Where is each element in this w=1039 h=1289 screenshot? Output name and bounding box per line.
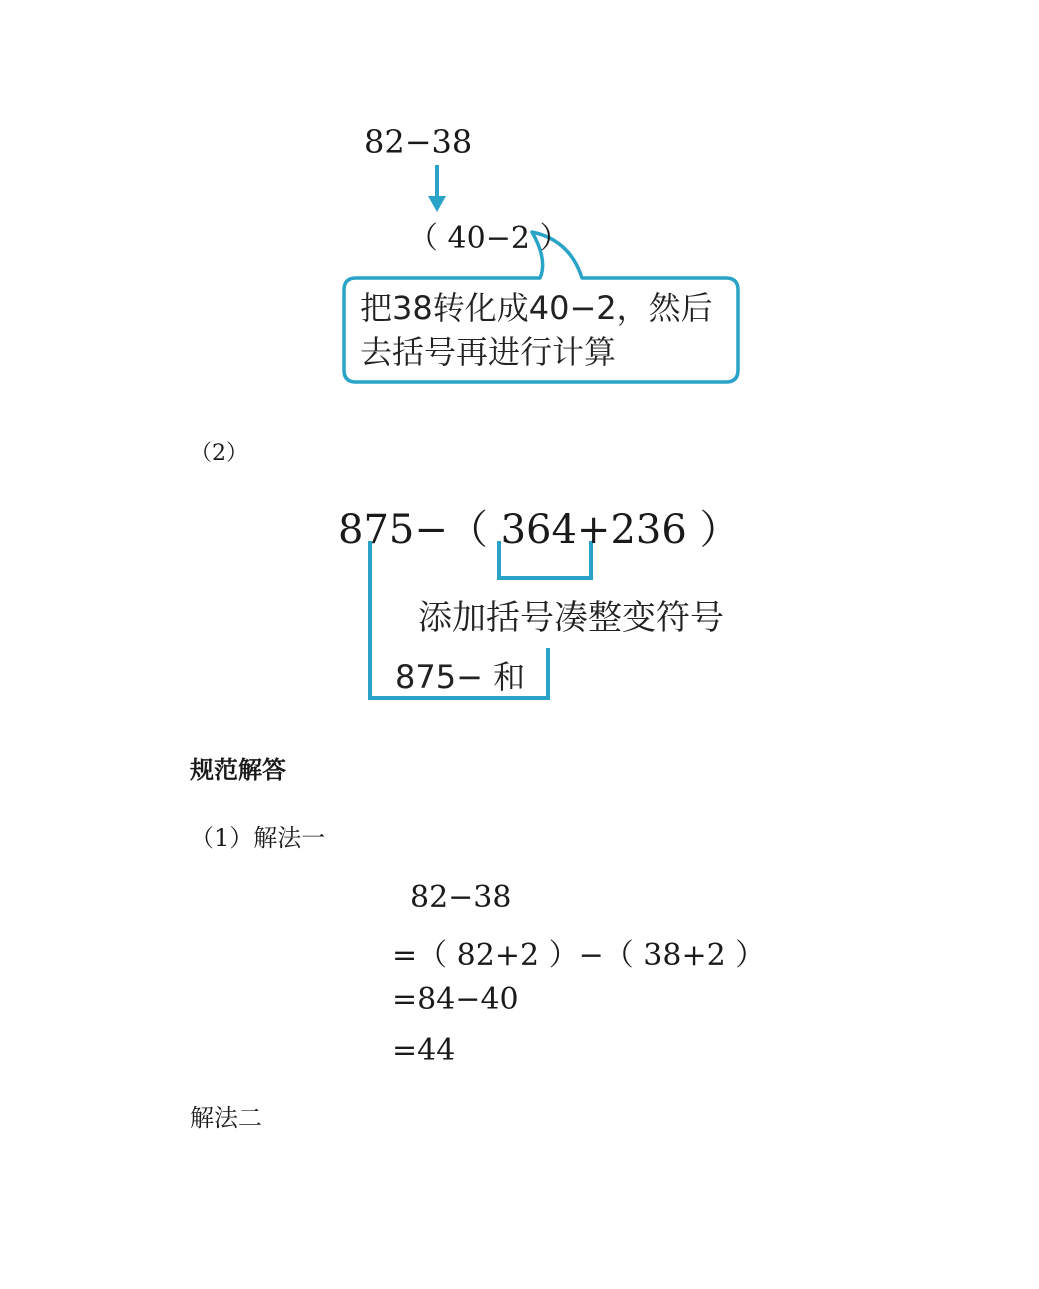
down-arrow-icon (428, 165, 446, 212)
part-2-label: （2） (190, 441, 248, 466)
bubble-line-2: 去括号再进行计算 (360, 333, 617, 371)
bubble-line-1: 把38转化成40−2，然后 (360, 289, 713, 327)
method-2-label: 解法二 (190, 1104, 262, 1132)
original-expression: 82−38 (364, 123, 473, 161)
section-title: 规范解答 (190, 756, 286, 784)
inner-bracket-note: 添加括号凑整变符号 (418, 598, 724, 638)
solution-step: =84−40 (392, 982, 519, 1017)
part-2-expression: 875−（ 364+236 ） (338, 507, 740, 553)
method-1-label: （1）解法一 (190, 824, 326, 852)
solution-step: 82−38 (410, 880, 512, 915)
outer-bracket-note: 875− 和 (395, 658, 526, 696)
solution-step: =44 (392, 1033, 456, 1068)
solution-step: =（ 82+2 ）−（ 38+2 ） (392, 938, 766, 973)
bubble-text (360, 286, 713, 374)
transformed-term: （ 40−2 ） (408, 221, 570, 256)
